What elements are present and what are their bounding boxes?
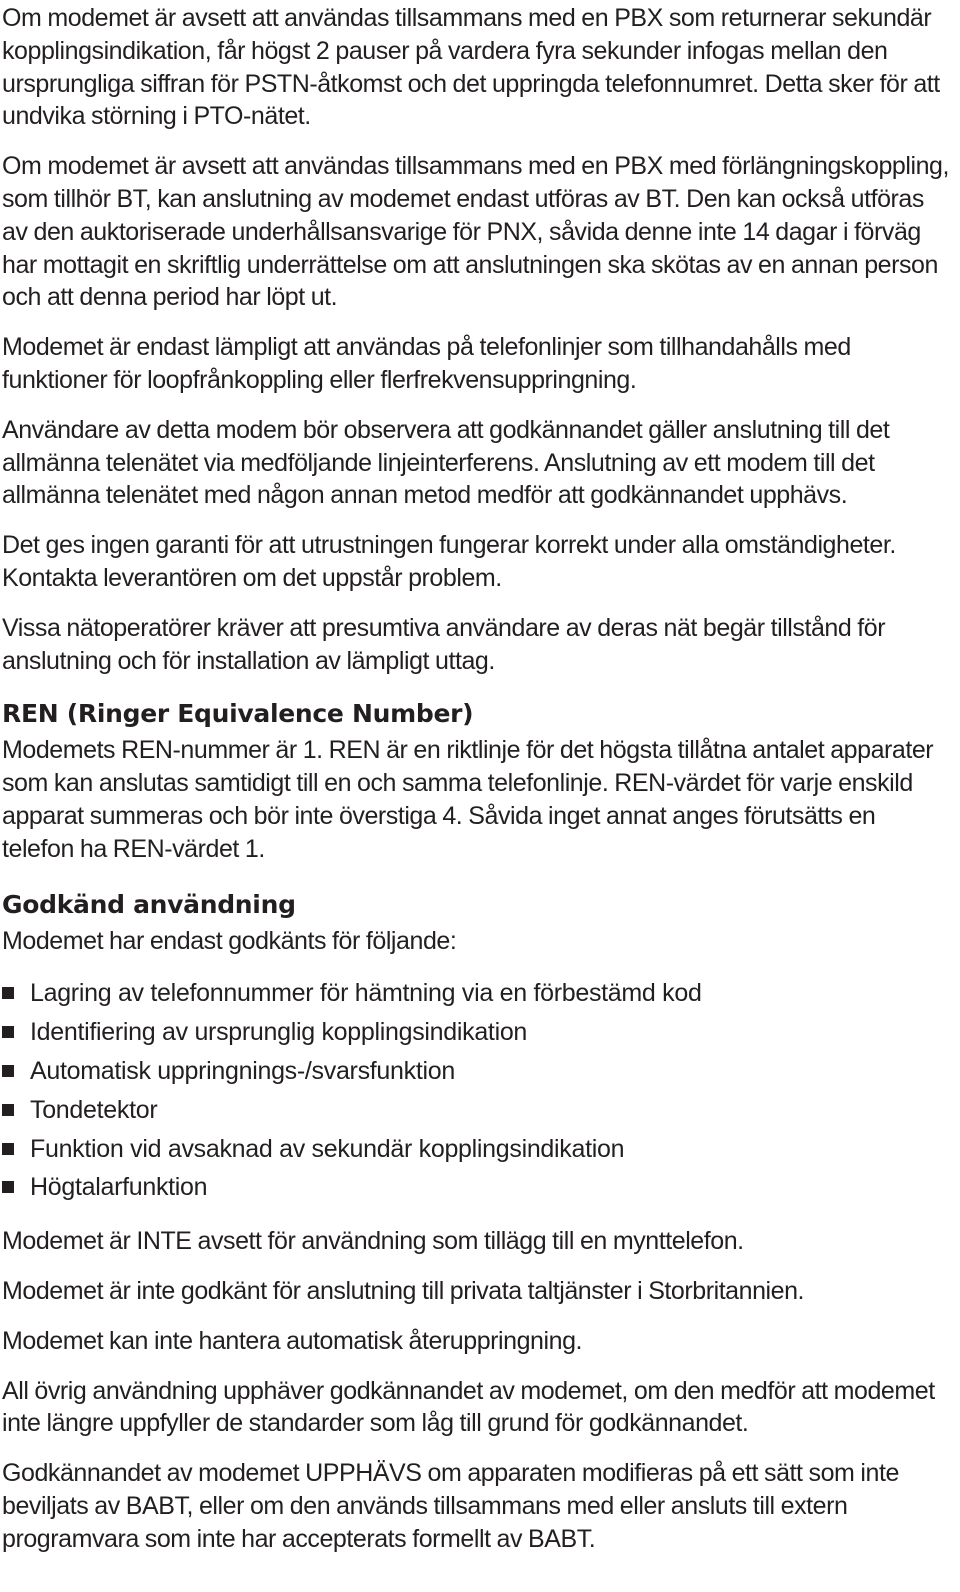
paragraph-modification-voids: Godkännandet av modemet UPPHÄVS om apparaten modifieras på ett sätt som inte beviljats av BABT, eller om den används tillsammans med eller ansluts till extern programvara som inte har accepterats formellt av BABT. bbox=[2, 1459, 899, 1553]
paragraph-pbx-secondary-indication: Om modemet är avsett att användas tillsammans med en PBX som returnerar sekundär kopplingsindikation, får högst 2 pauser på vardera fyra sekunder infogas mellan den ursprungliga siffran för PSTN-åtkomst och det uppringda telefonnumret. Detta sker för att undvika störning i PTO-nätet. bbox=[2, 4, 940, 131]
paragraph-approved-intro: Modemet har endast godkänts för följande: bbox=[2, 926, 457, 955]
paragraph-other-use-voids: All övrig användning upphäver godkännandet av modemet, om den medför att modemet inte längre uppfyller de standarder som låg till grund för godkännandet. bbox=[2, 1376, 935, 1438]
paragraph-pbx-extension: Om modemet är avsett att användas tillsammans med en PBX med förlängningskoppling, som tillhör BT, kan anslutning av modemet endast utföras av BT. Den kan också utföras av den auktoriserade underhållsansvarige för PNX, såvida denne inte 14 dagar i förväg har mottagit en skriftlig underrättelse om att anslutningen ska skötas av en annan person och att denna period har löpt ut. bbox=[2, 152, 949, 312]
square-bullet-icon bbox=[2, 1026, 14, 1038]
square-bullet-icon bbox=[2, 1065, 14, 1077]
square-bullet-icon bbox=[2, 1143, 14, 1155]
paragraph-not-private-speech: Modemet är inte godkänt för anslutning till privata taltjänster i Storbritannien. bbox=[2, 1276, 805, 1305]
square-bullet-icon bbox=[2, 987, 14, 999]
paragraph-line-suitability: Modemet är endast lämpligt att användas på telefonlinjer som tillhandahålls med funktioner för loopfrånkoppling eller flerfrekvensuppringning. bbox=[2, 333, 851, 394]
paragraph-no-guarantee: Det ges ingen garanti för att utrustningen fungerar korrekt under alla omständigheter. Kontakta leverantören om det uppstår problem. bbox=[2, 531, 896, 592]
list-item: Lagring av telefonnummer för hämtning via en förbestämd kod bbox=[2, 974, 950, 1013]
paragraph-ren-text: Modemets REN-nummer är 1. REN är en riktlinje för det högsta tillåtna antalet apparater som kan anslutas samtidigt till en och samma telefonlinje. REN-värdet för varje enskild apparat summeras och bör inte överstiga 4. Såvida inget annat anges förutsätts en telefon ha REN-värdet 1. bbox=[2, 736, 934, 863]
section-heading-approved-use: Godkänd användning bbox=[2, 889, 296, 919]
square-bullet-icon bbox=[2, 1104, 14, 1116]
paragraph-not-payphone: Modemet är INTE avsett för användning som tillägg till en mynttelefon. bbox=[2, 1227, 744, 1256]
approved-use-list bbox=[2, 974, 950, 1207]
paragraph-approval-interface: Användare av detta modem bör observera att godkännandet gäller anslutning till det allmänna telenätet via medföljande linjeinterferens. Anslutning av ett modem till det allmänna telenätet med någon annan metod medför att godkännandet upphävs. bbox=[2, 415, 890, 510]
paragraph-no-auto-redial: Modemet kan inte hantera automatisk återuppringning. bbox=[2, 1326, 583, 1355]
list-item: Högtalarfunktion bbox=[2, 1168, 950, 1207]
list-item: Automatisk uppringnings-/svarsfunktion bbox=[2, 1052, 950, 1091]
section-heading-ren: REN (Ringer Equivalence Number) bbox=[2, 699, 474, 729]
list-item: Identifiering av ursprunglig kopplingsindikation bbox=[2, 1013, 950, 1052]
square-bullet-icon bbox=[2, 1181, 14, 1193]
paragraph-operator-permission: Vissa nätoperatörer kräver att presumtiva användare av deras nät begär tillstånd för anslutning och för installation av lämpligt uttag. bbox=[2, 613, 886, 675]
list-item: Funktion vid avsaknad av sekundär kopplingsindikation bbox=[2, 1130, 950, 1169]
list-item: Tondetektor bbox=[2, 1091, 950, 1130]
